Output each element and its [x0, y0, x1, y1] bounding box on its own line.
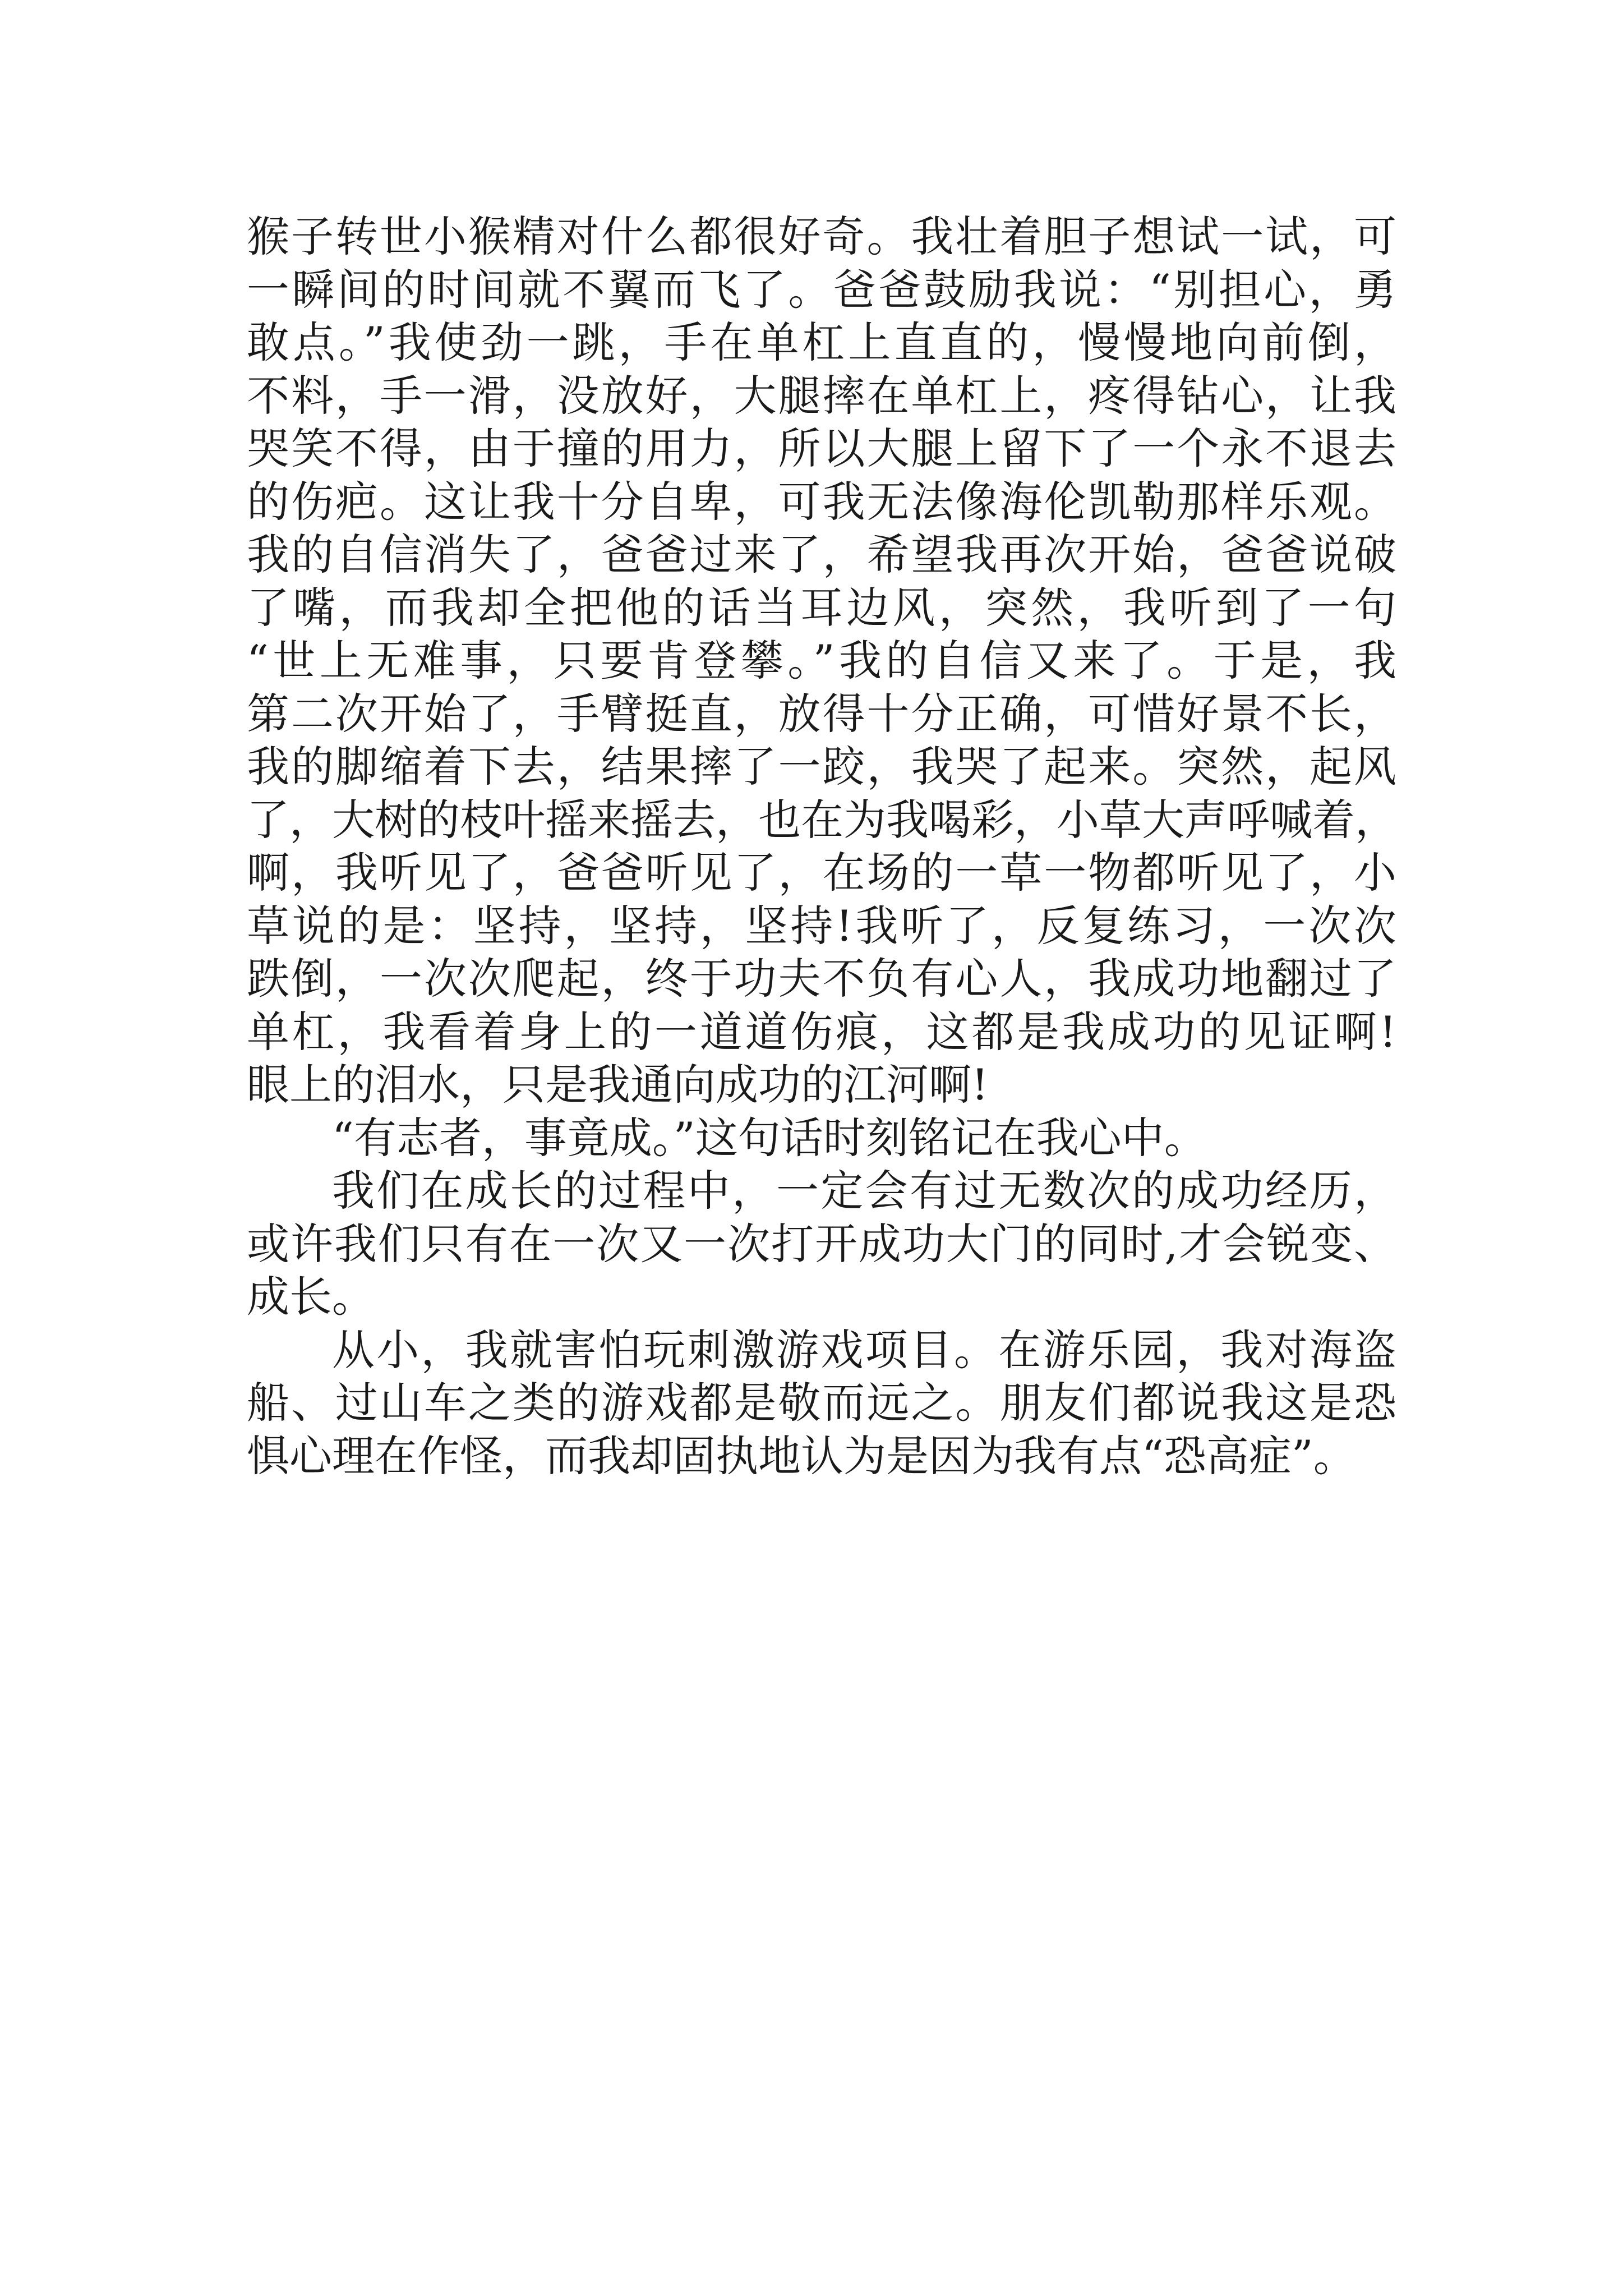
body-text	[247, 210, 1396, 1483]
text-line: 我的自信消失了，爸爸过来了，希望我再次开始，爸爸说破	[247, 530, 1396, 579]
text-line: 敢点。”我使劲一跳，手在单杠上直直的，慢慢地向前倒，	[247, 318, 1396, 367]
text-line: 跌倒，一次次爬起，终于功夫不负有心人，我成功地翻过了	[247, 954, 1396, 1004]
text-line: 从小，我就害怕玩刺激游戏项目。在游乐园，我对海盗	[332, 1324, 1396, 1375]
text-line: 成长。	[247, 1272, 375, 1322]
text-line: “世上无难事，只要肯登攀。”我的自信又来了。于是，我	[247, 636, 1396, 685]
text-line: “有志者，事竟成。”这句话时刻铭记在我心中。	[332, 1112, 1207, 1163]
text-line: 或许我们只有在一次又一次打开成功大门的同时,才会锐变、	[247, 1218, 1396, 1269]
text-line: 一瞬间的时间就不翼而飞了。爸爸鼓励我说：“别担心，勇	[247, 264, 1396, 315]
text-line: 船、过山车之类的游戏都是敬而远之。朋友们都说我这是恐	[247, 1378, 1396, 1428]
text-line: 猴子转世小猴精对什么都很好奇。我壮着胆子想试一试，可	[247, 211, 1396, 261]
text-line: 哭笑不得，由于撞的用力，所以大腿上留下了一个永不退去	[247, 424, 1396, 473]
text-line: 的伤疤。这让我十分自卑，可我无法像海伦凯勒那样乐观。	[247, 476, 1396, 527]
text-line: 我们在成长的过程中，一定会有过无数次的成功经历，	[332, 1166, 1396, 1216]
text-line: 单杠，我看着身上的一道道伤痕，这都是我成功的见证啊!	[247, 1006, 1396, 1057]
text-line: 啊，我听见了，爸爸听见了，在场的一草一物都听见了，小	[247, 848, 1396, 898]
text-line: 了嘴，而我却全把他的话当耳边风，突然，我听到了一句	[247, 582, 1396, 633]
text-line: 我的脚缩着下去，结果摔了一跤，我哭了起来。突然，起风	[247, 742, 1396, 792]
text-line: 第二次开始了，手臂挺直，放得十分正确，可惜好景不长，	[247, 688, 1396, 739]
paragraph-4	[247, 1324, 1396, 1483]
text-line: 草说的是：坚持，坚持，坚持!我听了，反复练习，一次次	[247, 900, 1396, 951]
text-line: 了，大树的枝叶摇来摇去，也在为我喝彩，小草大声呼喊着，	[247, 794, 1398, 845]
text-line: 惧心理在作怪，而我却固执地认为是因为我有点“恐高症”。	[247, 1430, 1356, 1481]
text-line: 不料，手一滑，没放好，大腿摔在单杠上，疼得钻心，让我	[247, 370, 1396, 421]
text-line: 眼上的泪水，只是我通向成功的江河啊!	[247, 1060, 989, 1110]
paragraph-3	[247, 1165, 1396, 1324]
paragraph-1	[247, 210, 1396, 1112]
paragraph-2	[247, 1112, 1396, 1165]
